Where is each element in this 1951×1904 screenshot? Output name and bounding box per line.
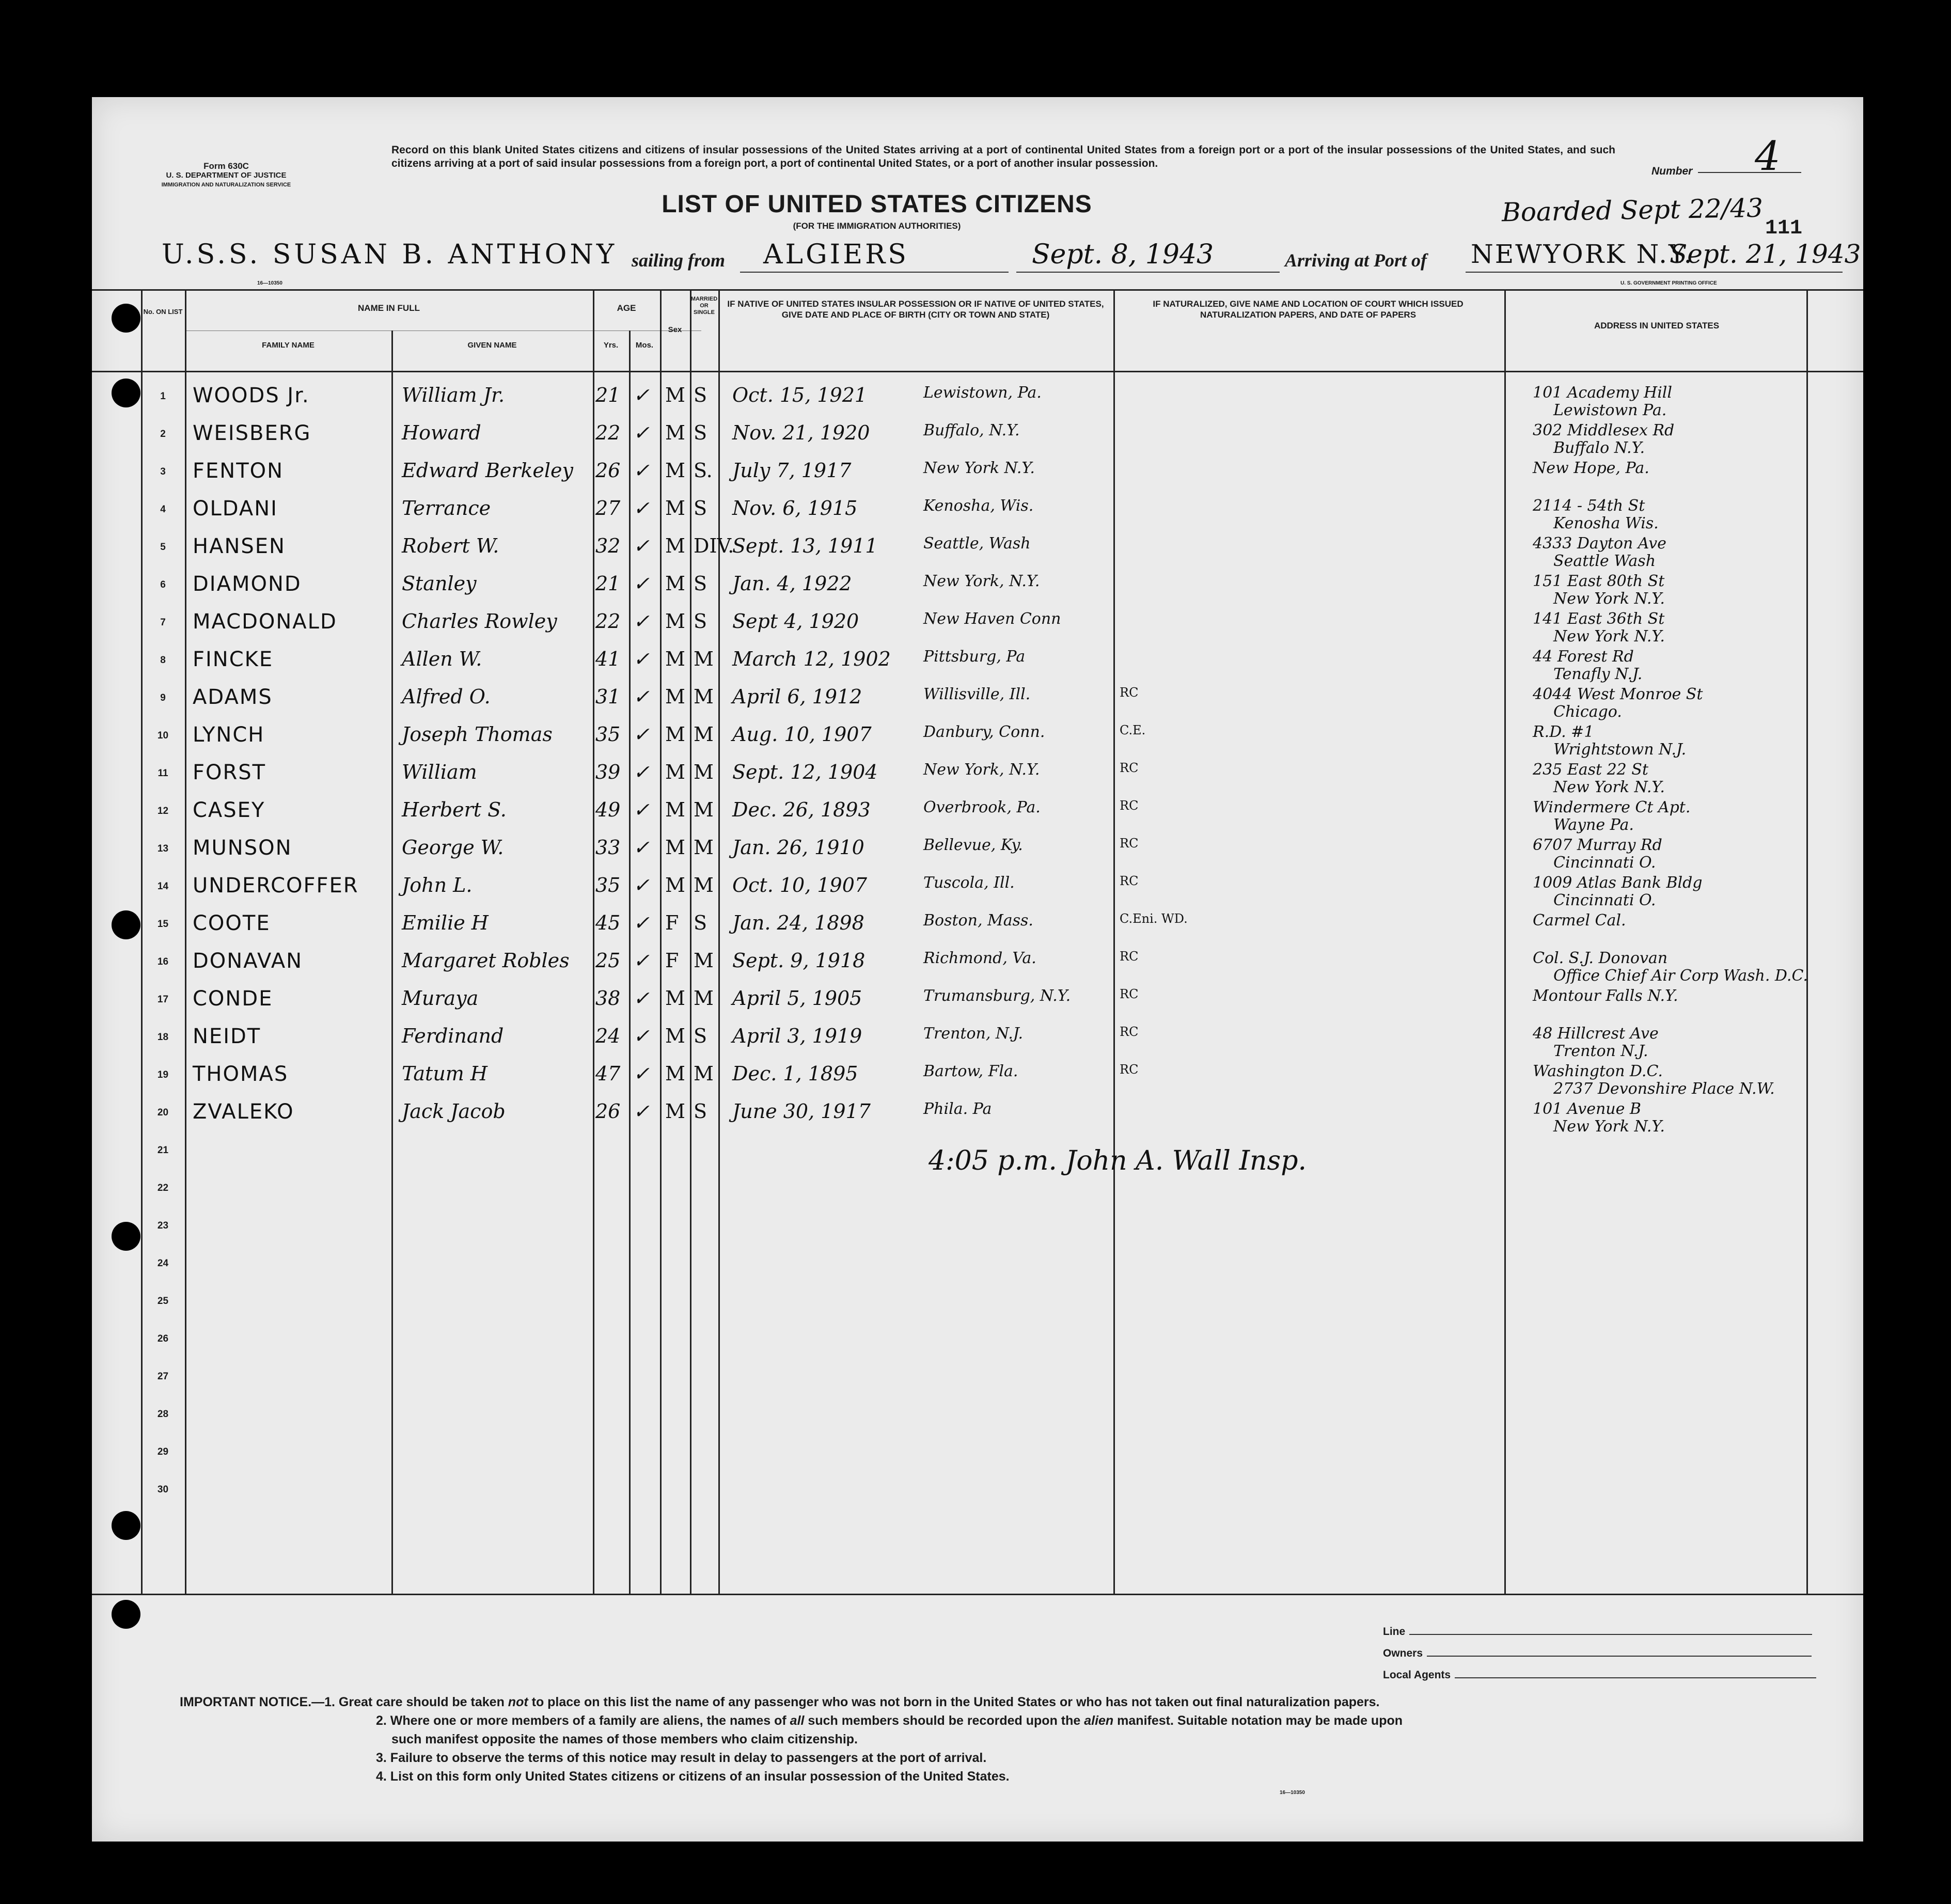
row-ms: M [694,836,714,859]
row-no: 8 [160,655,166,666]
row-given: Joseph Thomas [402,723,553,746]
row-ms: S [694,911,707,934]
arrival-port: NEWYORK N.Y. [1471,239,1694,269]
row-given: Stanley [402,572,477,595]
departure-date: Sept. 8, 1943 [1032,239,1214,270]
agent-owners-label: Owners [1383,1647,1423,1659]
row-mos: ✓ [633,1025,650,1047]
row-yrs: 35 [595,874,621,896]
row-family: THOMAS [193,1062,289,1086]
row-mos: ✓ [633,798,650,821]
row-ms: M [694,685,714,708]
row-ms: M [694,723,714,746]
row-given: Terrance [402,497,491,520]
row-mos: ✓ [633,648,650,670]
empty-row-number: 24 [157,1258,169,1269]
col-header-mos: Mos. [635,341,654,350]
row-family: FENTON [193,459,284,483]
row-no: 15 [157,919,169,930]
row-no: 18 [157,1032,169,1043]
row-no: 2 [160,429,166,439]
notice-item-2-alien: alien [1084,1713,1114,1728]
row-date: April 6, 1912 [732,685,862,708]
row-place: Bellevue, Ky. [923,836,1023,854]
row-given: Edward Berkeley [402,459,574,482]
row-date: July 7, 1917 [732,459,852,482]
notice-item-2: 2. Where one or more members of a family are aliens, the names of [376,1713,790,1728]
col-header-family: FAMILY NAME [262,341,314,350]
row-place: Buffalo, N.Y. [923,421,1020,439]
row-no: 5 [160,542,166,553]
row-sex: M [665,534,685,557]
row-date: Dec. 26, 1893 [732,798,871,821]
row-date: Sept. 13, 1911 [732,534,878,557]
punch-hole [112,379,140,407]
row-ms: M [694,949,714,972]
row-mos: ✓ [633,497,650,520]
col-header-given: GIVEN NAME [467,341,517,350]
punch-hole [112,1600,140,1629]
row-given: Emilie H [402,911,489,934]
agent-local-label: Local Agents [1383,1669,1451,1681]
row-nat: C.E. [1120,723,1146,737]
row-ms: M [694,987,714,1010]
punch-hole [112,1511,140,1540]
empty-row-number: 29 [157,1446,169,1457]
inspector-signature: 4:05 p.m. John A. Wall Insp. [929,1145,1307,1176]
row-addr2: Chicago. [1553,703,1622,721]
row-place: New York N.Y. [923,459,1035,477]
row-nat: RC [1120,1025,1139,1039]
row-place: Seattle, Wash [923,534,1031,553]
empty-row-number: 25 [157,1296,169,1307]
row-yrs: 39 [595,761,621,783]
row-place: New York, N.Y. [923,761,1040,779]
row-mos: ✓ [633,459,650,482]
row-sex: F [665,949,679,972]
notice-code: 16—10350 [1280,1790,1305,1796]
row-family: WOODS Jr. [193,384,310,407]
empty-row-number: 26 [157,1333,169,1344]
row-addr1: 101 Academy Hill [1533,384,1672,402]
row-place: Bartow, Fla. [923,1062,1018,1080]
row-place: New York, N.Y. [923,572,1040,590]
row-no: 16 [157,956,169,967]
row-sex: M [665,874,685,896]
row-addr1: 235 East 22 St [1533,761,1648,779]
row-given: Ferdinand [402,1025,504,1047]
row-yrs: 26 [595,1100,621,1123]
row-yrs: 22 [595,610,621,633]
row-sex: M [665,648,685,670]
row-family: MACDONALD [193,610,337,634]
row-mos: ✓ [633,987,650,1010]
notice-item-1-emphasis: not [508,1695,528,1709]
print-code: 16—10350 [257,280,282,286]
row-addr1: 4333 Dayton Ave [1533,534,1666,553]
boarded-annotation: Boarded Sept 22/43 [1501,193,1764,228]
row-addr2: Wrightstown N.J. [1553,741,1687,759]
form-identifier [154,162,298,190]
row-family: DONAVAN [193,949,303,973]
row-sex: M [665,836,685,859]
arrival-date: Sept. 21, 1943 [1670,239,1861,269]
row-mos: ✓ [633,421,650,444]
row-date: April 3, 1919 [732,1025,862,1047]
empty-row-number: 30 [157,1484,169,1495]
notice-item-3: 3. Failure to observe the terms of this notice may result in delay to passengers at the port of arrival. [376,1751,987,1765]
row-date: Oct. 10, 1907 [732,874,868,896]
row-yrs: 49 [595,798,621,821]
row-sex: M [665,421,685,444]
departure-port: ALGIERS [763,239,909,270]
row-no: 9 [160,693,166,703]
row-date: Aug. 10, 1907 [732,723,872,746]
row-addr2: New York N.Y. [1553,590,1665,608]
col-header-birth: IF NATIVE OF UNITED STATES INSULAR POSSESSION OR IF NATIVE OF UNITED STATES, GIVE DATE AND PLACE OF BIRTH (CITY OR TOWN AND STATE) [727,299,1104,320]
row-date: Dec. 1, 1895 [732,1062,858,1085]
row-nat: RC [1120,1062,1139,1077]
punch-hole [112,304,140,333]
agent-owners [1383,1647,1812,1660]
row-no: 1 [160,391,166,402]
row-date: Sept. 12, 1904 [732,761,878,783]
row-addr1: 141 East 36th St [1533,610,1665,628]
row-mos: ✓ [633,911,650,934]
list-number: 4 [1755,133,1781,180]
row-addr2: Office Chief Air Corp Wash. D.C. [1553,967,1808,985]
row-place: Tuscola, Ill. [923,874,1015,892]
col-header-age: AGE [617,303,636,313]
row-family: ZVALEKO [193,1100,294,1124]
row-addr1: Montour Falls N.Y. [1533,987,1678,1005]
row-date: April 5, 1905 [732,987,862,1010]
row-place: Phila. Pa [923,1100,992,1118]
row-given: Howard [402,421,481,444]
row-addr1: Windermere Ct Apt. [1533,798,1691,816]
department: U. S. DEPARTMENT OF JUSTICE [166,171,287,180]
row-no: 10 [157,730,169,741]
row-addr1: R.D. #1 [1533,723,1594,741]
row-no: 7 [160,617,166,628]
row-addr2: Kenosha Wis. [1553,514,1659,532]
row-addr2: 2737 Devonshire Place N.W. [1553,1080,1775,1098]
row-place: Boston, Mass. [923,911,1033,930]
row-no: 19 [157,1069,169,1080]
row-addr1: Carmel Cal. [1533,911,1626,930]
row-yrs: 25 [595,949,621,972]
row-given: Alfred O. [402,685,491,708]
row-family: ADAMS [193,685,273,709]
row-sex: M [665,572,685,595]
row-no: 14 [157,881,169,892]
number-label: Number [1651,165,1693,177]
manifest-sheet [92,97,1863,1842]
row-ms: S [694,610,707,633]
col-header-name: NAME IN FULL [358,303,420,313]
row-sex: M [665,987,685,1010]
row-nat: RC [1120,874,1139,888]
row-date: June 30, 1917 [732,1100,871,1123]
row-ms: M [694,761,714,783]
row-given: Robert W. [402,534,499,557]
row-nat: RC [1120,836,1139,851]
row-mos: ✓ [633,384,650,406]
agent-line-label: Line [1383,1626,1406,1638]
row-yrs: 22 [595,421,621,444]
empty-row-number: 28 [157,1409,169,1420]
row-mos: ✓ [633,610,650,633]
row-addr2: Buffalo N.Y. [1553,439,1645,457]
row-family: OLDANI [193,497,278,521]
row-addr1: 2114 - 54th St [1533,497,1645,515]
row-no: 12 [157,806,169,816]
row-sex: F [665,911,679,934]
row-addr1: 101 Avenue B [1533,1100,1641,1118]
row-no: 11 [158,768,168,779]
row-addr1: 151 East 80th St [1533,572,1665,590]
row-mos: ✓ [633,685,650,708]
row-sex: M [665,384,685,406]
row-family: LYNCH [193,723,265,747]
row-addr1: 44 Forest Rd [1533,648,1634,666]
row-date: Nov. 21, 1920 [732,421,870,444]
row-date: Sept. 9, 1918 [732,949,866,972]
row-sex: M [665,610,685,633]
row-no: 13 [157,843,169,854]
row-mos: ✓ [633,572,650,595]
row-place: Pittsburg, Pa [923,648,1026,666]
row-date: Nov. 6, 1915 [732,497,858,520]
col-header-naturalized: IF NATURALIZED, GIVE NAME AND LOCATION OF COURT WHICH ISSUED NATURALIZATION PAPERS, AND DATE OF PAPERS [1153,299,1464,320]
col-header-address: ADDRESS IN UNITED STATES [1594,321,1720,331]
row-addr1: 302 Middlesex Rd [1533,421,1675,439]
row-ms: S [694,1100,707,1123]
row-yrs: 32 [595,534,621,557]
row-yrs: 21 [595,384,621,406]
row-yrs: 31 [595,685,621,708]
row-yrs: 38 [595,987,621,1010]
row-addr1: Washington D.C. [1533,1062,1663,1080]
empty-row-number: 27 [157,1371,169,1382]
row-sex: M [665,761,685,783]
agent-line [1383,1626,1812,1638]
row-ms: M [694,1062,714,1085]
row-place: Richmond, Va. [923,949,1036,967]
row-family: DIAMOND [193,572,302,596]
row-ms: S [694,421,707,444]
row-nat: RC [1120,987,1139,1001]
row-mos: ✓ [633,874,650,896]
row-ms: M [694,648,714,670]
agent-local [1383,1669,1816,1681]
row-addr2: Cincinnati O. [1553,891,1656,909]
row-yrs: 33 [595,836,621,859]
row-addr2: Seattle Wash [1553,552,1656,570]
row-no: 6 [160,579,166,590]
arriving-label: Arriving at Port of [1285,250,1427,271]
row-yrs: 24 [595,1025,621,1047]
row-place: Kenosha, Wis. [923,497,1034,515]
page-subtitle: (FOR THE IMMIGRATION AUTHORITIES) [793,221,961,231]
punch-hole [112,1222,140,1251]
row-ms: S [694,384,707,406]
form-instructions: Record on this blank United States citizens and citizens of insular possessions of the United States arriving at a port of continental United States from a foreign port or a port of the insular possessions of the United States, and such citizens arriving at a port of said insular possessions from a foreign port, a port of continental United States, or a port of another insular possession. [391,144,1615,169]
vessel-name: U.S.S. SUSAN B. ANTHONY [162,239,618,270]
row-sex: M [665,1100,685,1123]
row-addr2: Tenafly N.J. [1553,665,1643,683]
row-given: George W. [402,836,504,859]
row-no: 17 [157,994,169,1005]
row-yrs: 47 [595,1062,621,1085]
row-given: John L. [402,874,473,896]
row-ms: S. [694,459,713,482]
row-family: CASEY [193,798,265,822]
row-sex: M [665,1025,685,1047]
empty-row-number: 21 [157,1145,169,1156]
notice-item-2-end: manifest. Suitable notation may be made upon [1113,1713,1403,1728]
empty-row-number: 23 [157,1220,169,1231]
row-mos: ✓ [633,761,650,783]
row-given: William [402,761,477,783]
row-no: 3 [160,466,166,477]
row-family: MUNSON [193,836,292,860]
row-nat: RC [1120,685,1139,700]
row-mos: ✓ [633,1100,650,1123]
row-family: NEIDT [193,1025,261,1048]
row-sex: M [665,685,685,708]
row-ms: S [694,1025,707,1047]
row-no: 4 [160,504,166,515]
row-addr1: New Hope, Pa. [1533,459,1649,477]
row-family: FINCKE [193,648,274,671]
notice-item-2-all: all [790,1713,805,1728]
row-given: Margaret Robles [402,949,570,972]
notice-item-1: Great care should be taken [338,1695,508,1709]
row-nat: RC [1120,761,1139,775]
row-addr2: Cincinnati O. [1553,854,1656,872]
row-mos: ✓ [633,836,650,859]
row-sex: M [665,497,685,520]
row-addr2: Trenton N.J. [1553,1042,1648,1060]
row-family: UNDERCOFFER [193,874,359,898]
row-given: William Jr. [402,384,505,406]
row-addr1: 6707 Murray Rd [1533,836,1662,854]
col-header-no: No. ON LIST [143,308,183,316]
row-nat: C.Eni. WD. [1120,911,1188,926]
col-header-yrs: Yrs. [603,341,619,350]
row-addr2: New York N.Y. [1553,1118,1665,1136]
notice-item-4: 4. List on this form only United States citizens or citizens of an insular possession of the United States. [376,1769,1010,1784]
row-addr2: New York N.Y. [1553,627,1665,646]
row-addr2: Lewistown Pa. [1553,401,1667,419]
row-date: Sept 4, 1920 [732,610,859,633]
row-nat: RC [1120,949,1139,964]
row-place: New Haven Conn [923,610,1061,628]
row-place: Willisville, Ill. [923,685,1031,703]
row-addr1: 1009 Atlas Bank Bldg [1533,874,1703,892]
notice-item-2-mid: such members should be recorded upon the [804,1713,1084,1728]
row-date: Oct. 15, 1921 [732,384,868,406]
stamp-number: 111 [1765,217,1803,240]
row-family: COOTE [193,911,271,935]
row-family: FORST [193,761,266,784]
row-given: Muraya [402,987,479,1010]
row-addr1: Col. S.J. Donovan [1533,949,1668,967]
row-nat: RC [1120,798,1139,813]
row-yrs: 35 [595,723,621,746]
gpo-mark: U. S. GOVERNMENT PRINTING OFFICE [1620,280,1717,286]
row-ms: M [694,798,714,821]
row-ms: DIV. [694,534,734,557]
row-given: Tatum H [402,1062,488,1085]
row-family: WEISBERG [193,421,311,445]
row-ms: S [694,572,707,595]
row-sex: M [665,1062,685,1085]
row-yrs: 41 [595,648,621,670]
row-addr2: New York N.Y. [1553,778,1665,796]
row-place: Trumansburg, N.Y. [923,987,1071,1005]
row-given: Jack Jacob [402,1100,506,1123]
row-ms: S [694,497,707,520]
row-family: HANSEN [193,534,286,558]
notice-heading: IMPORTANT NOTICE.—1. [180,1695,335,1709]
form-number: Form 630C [203,161,249,171]
notice-item-1-rest: to place on this list the name of any passenger who was not born in the United States or who has not taken out final naturalization papers. [528,1695,1380,1709]
sailing-label: sailing from [632,250,726,271]
col-header-married: MARRIED OR SINGLE [690,296,718,316]
row-date: Jan. 4, 1922 [732,572,852,595]
row-date: March 12, 1902 [732,648,891,670]
row-place: Trenton, N.J. [923,1025,1024,1043]
row-sex: M [665,723,685,746]
row-addr2: Wayne Pa. [1553,816,1634,834]
row-given: Herbert S. [402,798,507,821]
row-yrs: 45 [595,911,621,934]
row-yrs: 21 [595,572,621,595]
row-date: Jan. 26, 1910 [732,836,864,859]
service: IMMIGRATION AND NATURALIZATION SERVICE [161,182,291,188]
row-yrs: 27 [595,497,621,520]
row-mos: ✓ [633,534,650,557]
row-mos: ✓ [633,949,650,972]
row-sex: M [665,798,685,821]
row-ms: M [694,874,714,896]
row-addr1: 4044 West Monroe St [1533,685,1703,703]
page-title: LIST OF UNITED STATES CITIZENS [662,191,1092,218]
row-mos: ✓ [633,1062,650,1085]
row-no: 20 [157,1107,169,1118]
row-yrs: 26 [595,459,621,482]
row-family: CONDE [193,987,273,1011]
important-notice [180,1693,1843,1786]
col-header-sex: Sex [668,325,682,334]
empty-row-number: 22 [157,1183,169,1193]
row-given: Charles Rowley [402,610,557,633]
row-date: Jan. 24, 1898 [732,911,864,934]
row-mos: ✓ [633,723,650,746]
row-sex: M [665,459,685,482]
punch-hole [112,910,140,939]
row-given: Allen W. [402,648,482,670]
row-place: Lewistown, Pa. [923,384,1042,402]
row-place: Danbury, Conn. [923,723,1045,741]
row-place: Overbrook, Pa. [923,798,1041,816]
row-addr1: 48 Hillcrest Ave [1533,1025,1659,1043]
notice-item-2-cont: such manifest opposite the names of those members who claim citizenship. [391,1732,858,1746]
